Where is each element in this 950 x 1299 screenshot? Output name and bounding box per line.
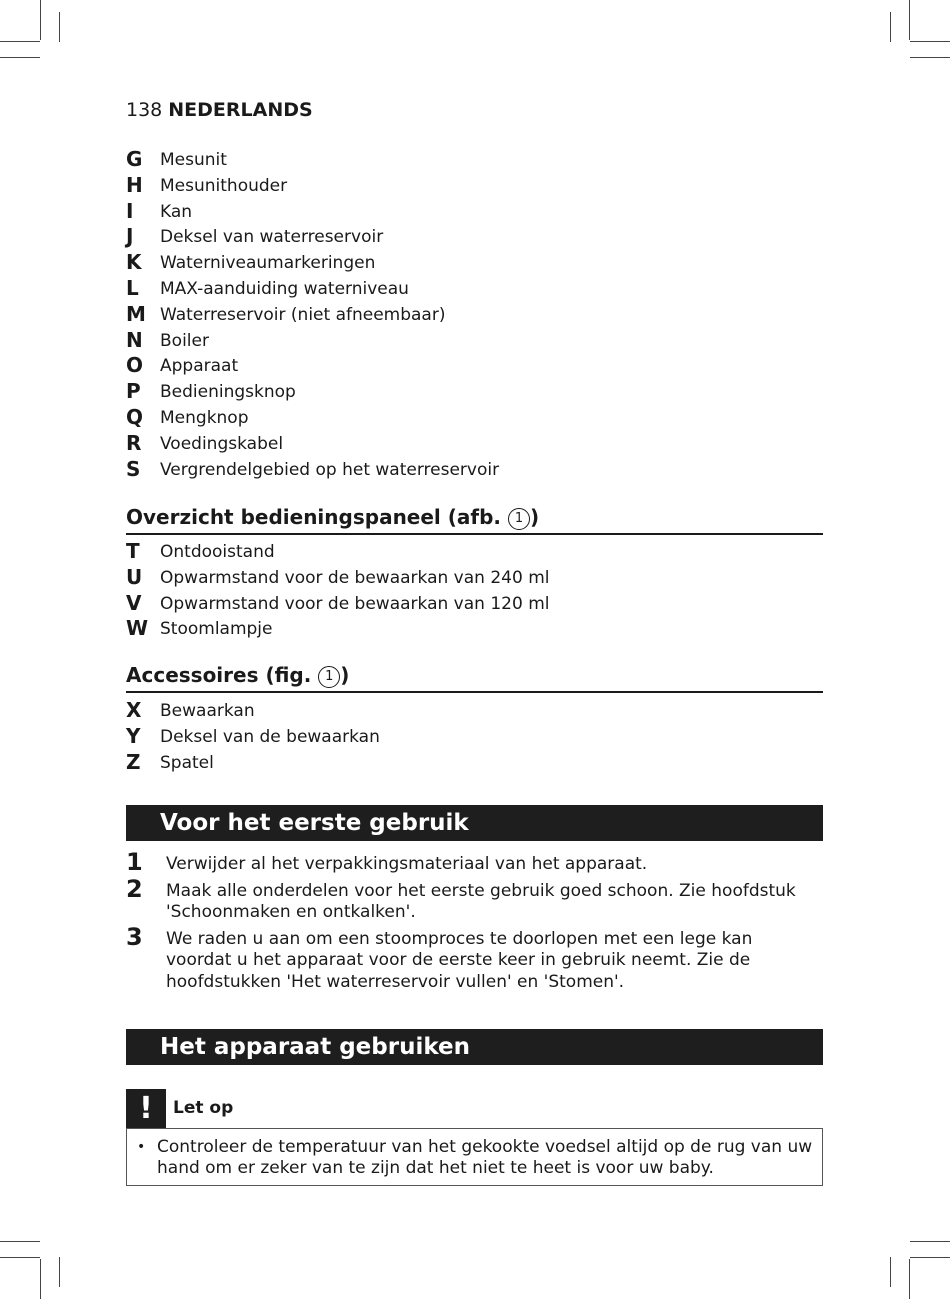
item-letter: N	[126, 327, 143, 352]
crop-mark	[890, 12, 891, 42]
caution-text: Controleer de temperatuur van het gekookte voedsel altijd op de rug van uw hand om er zeker van te zijn dat het niet te heet is voor uw baby.	[157, 1137, 813, 1178]
crop-mark	[910, 57, 950, 58]
item-letter: Y	[126, 723, 141, 748]
item-text: Opwarmstand voor de bewaarkan van 240 ml	[160, 567, 550, 588]
item-letter: W	[126, 616, 149, 641]
figure-ref-badge: 1	[318, 666, 340, 688]
step-item	[126, 922, 823, 994]
step-number: 2	[126, 874, 143, 903]
caution-box	[126, 1128, 823, 1186]
item-letter: X	[126, 698, 142, 722]
item-letter: L	[126, 275, 139, 300]
item-letter: G	[126, 147, 143, 171]
item-text: Waterreservoir (niet afneembaar)	[160, 304, 446, 325]
item-text: Bedieningsknop	[160, 382, 296, 403]
warning-icon: !	[126, 1089, 166, 1128]
item-letter: S	[126, 456, 141, 481]
crop-mark	[59, 1257, 60, 1287]
item-letter: U	[126, 564, 143, 589]
figure-ref-badge: 1	[508, 508, 530, 530]
crop-mark	[910, 1241, 950, 1242]
crop-mark	[909, 0, 910, 40]
crop-mark	[59, 12, 60, 42]
crop-mark	[0, 57, 40, 58]
crop-mark	[0, 1257, 40, 1258]
crop-mark	[910, 41, 950, 42]
item-text: Boiler	[160, 330, 209, 351]
crop-mark	[0, 1241, 40, 1242]
item-text: Opwarmstand voor de bewaarkan van 120 ml	[160, 593, 550, 614]
item-text: Stoomlampje	[160, 619, 273, 640]
first-use-section-title: Voor het eerste gebruik	[126, 805, 823, 841]
step-number: 3	[126, 922, 143, 951]
using-section-title: Het apparaat gebruiken	[126, 1029, 823, 1065]
item-text: Deksel van de bewaarkan	[160, 726, 380, 747]
crop-mark	[909, 1259, 910, 1299]
item-letter: K	[126, 250, 142, 275]
item-text: Kan	[160, 201, 193, 222]
accessories-heading	[126, 663, 823, 693]
page-number: 138	[126, 99, 163, 121]
step-item	[126, 848, 823, 876]
item-letter: T	[126, 539, 140, 563]
item-text: Voedingskabel	[160, 433, 284, 454]
item-letter: M	[126, 301, 146, 326]
item-text: Vergrendelgebied op het waterreservoir	[160, 459, 500, 480]
item-letter: Q	[126, 404, 144, 429]
bullet-icon: •	[137, 1139, 146, 1155]
item-text: MAX-aanduiding waterniveau	[160, 278, 409, 299]
step-text: We raden u aan om een stoomproces te doorlopen met een lege kan voordat u het apparaat voor de eerste keer in gebruik neemt. Zie de hoofdstukken 'Het waterreservoir vullen' en 'Stomen'.	[166, 928, 753, 992]
first-use-steps	[126, 848, 823, 998]
crop-mark	[0, 41, 40, 42]
item-letter: H	[126, 172, 143, 197]
item-text: Mesunit	[160, 150, 227, 170]
item-text: Bewaarkan	[160, 701, 255, 721]
item-letter: O	[126, 353, 144, 378]
item-letter: I	[126, 198, 134, 223]
heading-close: )	[340, 663, 350, 687]
step-text: Maak alle onderdelen voor het eerste gebruik goed schoon. Zie hoofdstuk 'Schoonmaken en ontkalken'.	[166, 880, 796, 922]
item-text: Ontdooistand	[160, 542, 275, 562]
step-item	[126, 874, 823, 924]
item-text: Spatel	[160, 752, 214, 773]
item-letter: Z	[126, 749, 141, 774]
item-text: Apparaat	[160, 356, 239, 377]
item-text: Mesunithouder	[160, 175, 288, 196]
page-language: NEDERLANDS	[168, 99, 313, 121]
item-letter: J	[126, 224, 134, 249]
step-number: 1	[126, 848, 143, 876]
page-header	[126, 99, 313, 121]
step-text: Verwijder al het verpakkingsmateriaal van het apparaat.	[166, 854, 648, 874]
item-text: Mengknop	[160, 407, 249, 428]
heading-text: Accessoires (fig.	[126, 663, 319, 687]
crop-mark	[910, 1257, 950, 1258]
control-panel-heading	[126, 505, 823, 535]
item-letter: P	[126, 379, 141, 404]
caution-title: Let op	[173, 1098, 234, 1118]
heading-close: )	[529, 505, 540, 529]
crop-mark	[890, 1257, 891, 1287]
crop-mark	[40, 1259, 41, 1299]
heading-text: Overzicht bedieningspaneel (afb.	[126, 505, 508, 529]
item-text: Deksel van waterreservoir	[160, 227, 384, 248]
item-text: Waterniveaumarkeringen	[160, 253, 376, 274]
item-letter: V	[126, 590, 142, 615]
crop-mark	[40, 0, 41, 40]
item-letter: R	[126, 430, 142, 455]
